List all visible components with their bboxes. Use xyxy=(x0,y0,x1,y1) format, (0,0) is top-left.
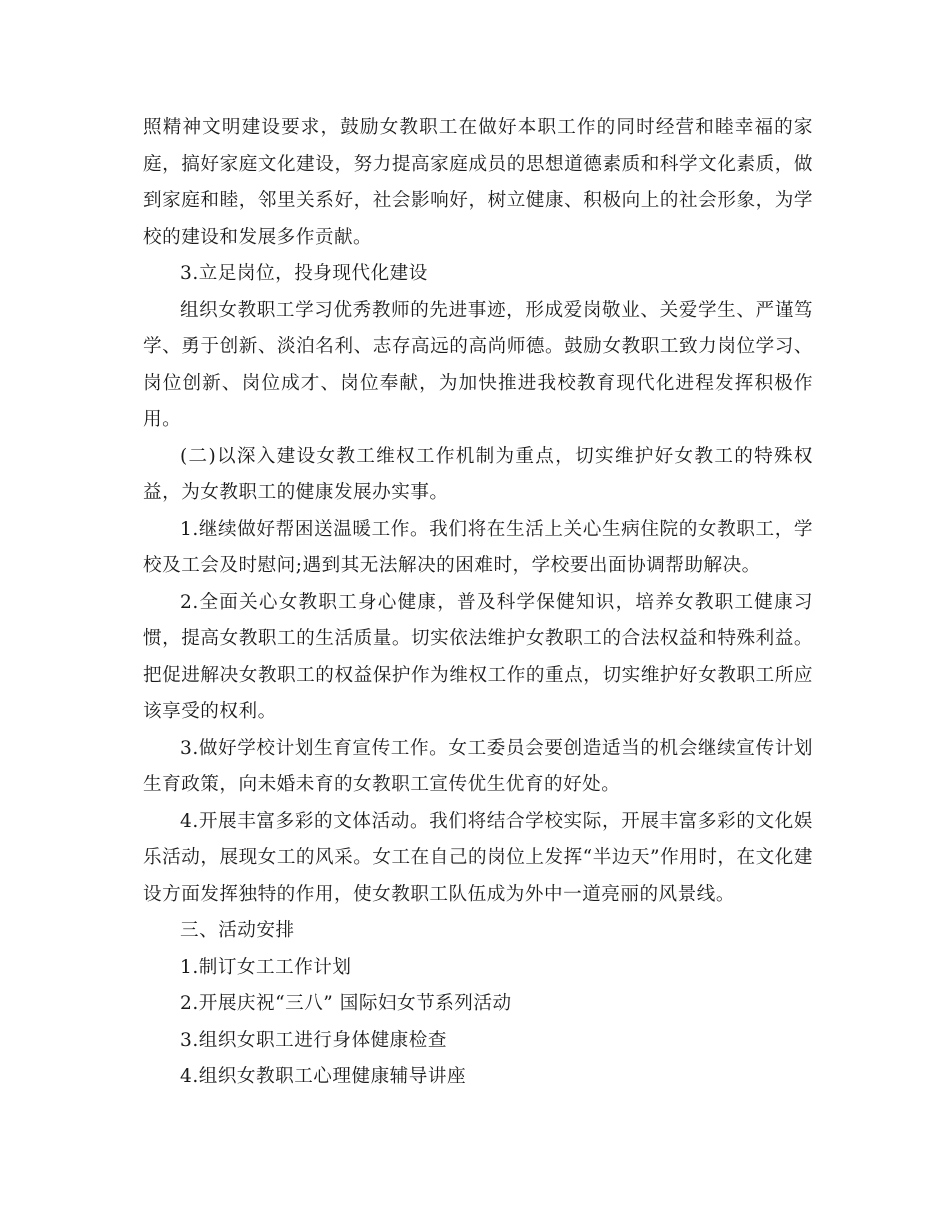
list-item: 1.制订女工工作计划 xyxy=(180,956,352,978)
list-item: 4.组织女教职工心理健康辅导讲座 xyxy=(180,1066,467,1087)
list-item: 2.开展庆祝“三八” 国际妇女节系列活动 xyxy=(180,993,512,1014)
paragraph-5: 1.继续做好帮困送温暖工作。我们将在生活上关心生病住院的女教职工，学校及工会及时慰问;遇到其无法解决的困难时，学校要出面协调帮助解决。 xyxy=(143,518,813,576)
paragraph-4: (二)以深入建设女教工维权工作机制为重点，切实维护好女教工的特殊权益，为女教职工的健康发展办实事。 xyxy=(143,445,813,503)
paragraph-3: 组织女教职工学习优秀教师的先进事迹，形成爱岗敬业、关爱学生、严谨笃学、勇于创新、淡泊名利、志存高远的高尚师德。鼓励女教职工致力岗位学习、岗位创新、岗位成才、岗位奉献，为加快推进我校教育现代化进程发挥积极作用。 xyxy=(143,299,813,430)
paragraph-2: 3.立足岗位，投身现代化建设 xyxy=(180,263,428,284)
paragraph-8: 4.开展丰富多彩的文体活动。我们将结合学校实际，开展丰富多彩的文化娱乐活动，展现女工的风采。女工在自己的岗位上发挥“半边天”作用时，在文化建设方面发挥独特的作用，使女教职工队伍成为外中一道亮丽的风景线。 xyxy=(143,810,813,905)
list-item: 3.组织女职工进行身体健康检查 xyxy=(180,1029,447,1051)
paragraph-1: 照精神文明建设要求，鼓励女教职工在做好本职工作的同时经营和睦幸福的家庭，搞好家庭文化建设，努力提高家庭成员的思想道德素质和科学文化素质，做到家庭和睦，邻里关系好，社会影响好，树立健康、积极向上的社会形象，为学校的建设和发展多作贡献。 xyxy=(143,117,813,248)
paragraph-7: 3.做好学校计划生育宣传工作。女工委员会要创造适当的机会继续宣传计划生育政策，向未婚未育的女教职工宣传优生优育的好处。 xyxy=(143,737,813,795)
paragraph-6: 2.全面关心女教职工身心健康，普及科学保健知识，培养女教职工健康习惯，提高女教职工的生活质量。切实依法维护女教职工的合法权益和特殊利益。把促进解决女教职工的权益保护作为维权工作的重点，切实维护好女教职工所应该享受的权利。 xyxy=(143,591,813,722)
document-body xyxy=(143,110,813,1096)
section-heading: 三、活动安排 xyxy=(180,920,295,941)
